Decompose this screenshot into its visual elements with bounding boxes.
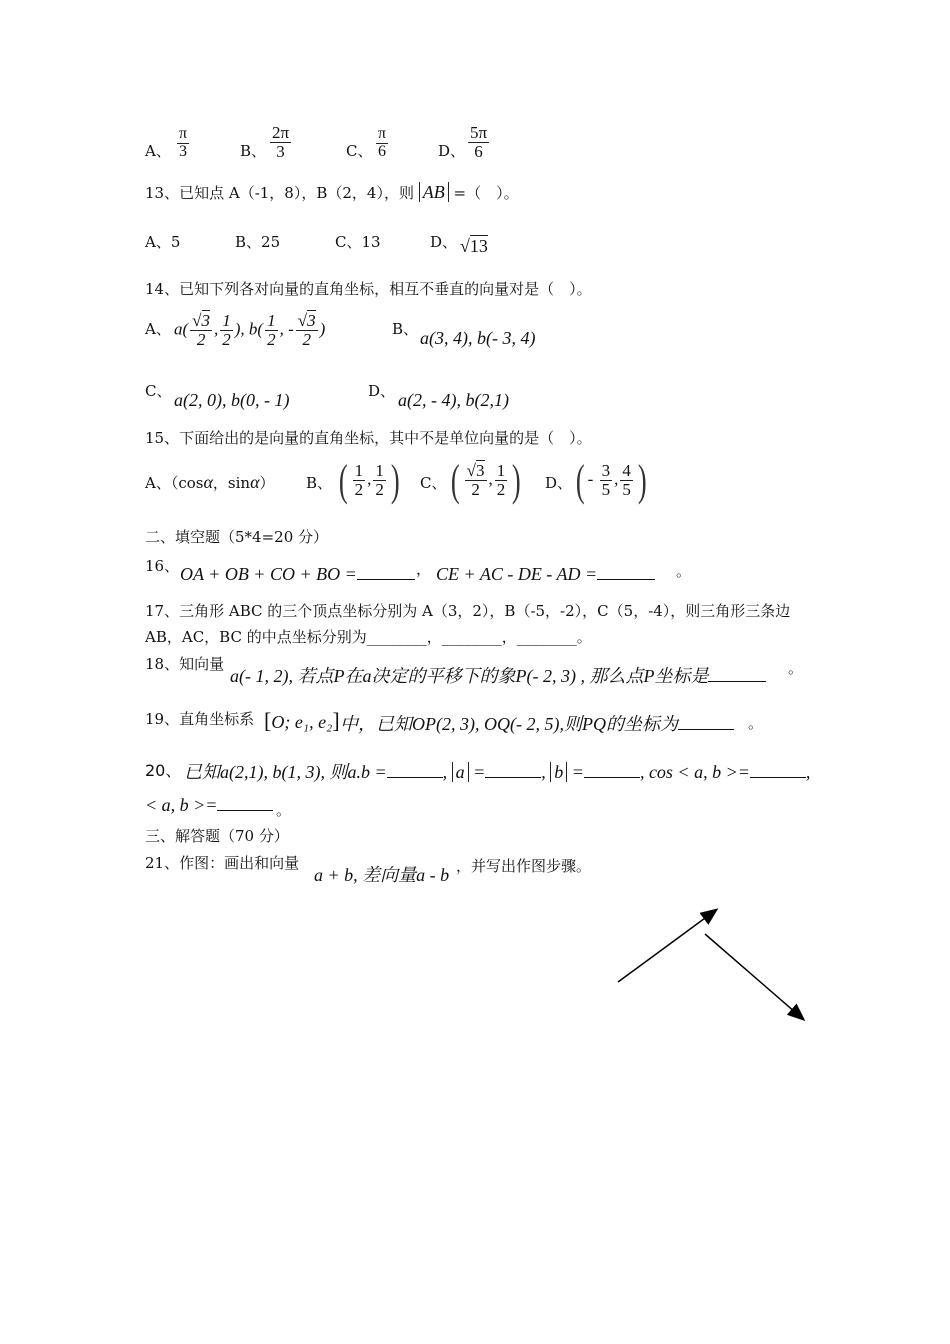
q17-line-2: AB，AC，BC 的中点坐标分别为________，________，________。	[145, 628, 592, 646]
q12-option-b-label: B、	[240, 142, 267, 160]
q20-end: 。	[276, 801, 292, 819]
q21-label: 21、作图：画出和向量	[145, 854, 300, 872]
q14-option-b-label: B、	[392, 320, 419, 338]
q19-end: 。	[748, 714, 764, 732]
q16-expr-1: OA + OB + CO + BO =	[180, 564, 415, 585]
q20-line-2: < a, b >=	[145, 795, 273, 816]
q13-stem: 13、已知点 A（-1，8），B（2，4），则 AB =（ ）。	[145, 182, 519, 202]
q15-option-b-label: B、	[306, 474, 333, 492]
q12-option-a-label: A、	[145, 142, 171, 160]
vector-a-arrow	[618, 910, 716, 982]
section-2-heading: 二、填空题（5*4=20 分）	[145, 528, 329, 546]
q14-option-a-label: A、	[145, 320, 171, 338]
q16-expr-2: CE + AC - DE - AD =	[436, 564, 655, 585]
q14-stem: 14、已知下列各对向量的直角坐标，相互不垂直的向量对是（ ）。	[145, 280, 592, 298]
q21-expr: a + b, 差向量a - b	[314, 865, 450, 885]
q15-option-c-label: C、	[420, 474, 447, 492]
q12-option-d-label: D、	[438, 142, 466, 160]
q12-option-b-fraction: $\frac{2\pi}{3}$	[272, 123, 290, 161]
q19-basis: [O; e₁, e₂]	[264, 708, 340, 733]
q18-label: 18、知向量	[145, 655, 225, 673]
q14-option-c-expr: a(2, 0), b(0, - 1)	[174, 390, 290, 410]
q12-option-d-fraction: $\frac{5\pi}{6}$	[470, 123, 488, 161]
q18-end: 。	[788, 659, 804, 677]
q17-line-1: 17、三角形 ABC 的三个顶点坐标分别为 A（3，2），B（-5，-2），C（5，-4），则三角形三条边	[145, 602, 791, 620]
q12-option-c-fraction: $\frac{\pi}{6}$	[378, 125, 387, 160]
q16-end: 。	[676, 562, 692, 580]
q18-expr: a(- 1, 2), 若点P在a决定的平移下的象P(- 2, 3) , 那么点P坐标是	[230, 662, 766, 688]
q14-option-b-expr: a(3, 4), b(- 3, 4)	[420, 328, 536, 348]
q15-option-d-expr: ( - $\frac{3}{5}$ , $\frac{4}{5}$ )	[575, 456, 647, 505]
q14-option-d-expr: a(2, - 4), b(2,1)	[398, 390, 509, 410]
q13-option-d-label: D、	[430, 233, 458, 251]
q15-option-b-expr: ( $\frac{1}{2}$ , $\frac{1}{2}$ )	[338, 456, 400, 505]
q19-label: 19、直角坐标系	[145, 710, 255, 728]
q15-option-c-expr: ( $\frac{√3}{2}$ , $\frac{1}{2}$ )	[450, 456, 521, 505]
q13-option-d-sqrt: √13	[460, 236, 488, 256]
q13-option-c: C、13	[335, 233, 381, 251]
vector-b-arrow	[705, 934, 803, 1019]
q14-option-a-expr: a( $\frac{√3}{2}$ , $\frac{1}{2}$ ), b( $\frac{1}{2}$ , - $\frac{√3}{2}$ )	[174, 311, 326, 349]
q13-option-b: B、25	[235, 233, 281, 251]
q19-expr: 中，已知OP(2, 3), OQ(- 2, 5),则PQ的坐标为	[340, 710, 734, 736]
q15-option-a: A、（cosα，sinα）	[145, 472, 275, 492]
q14-option-d-label: D、	[368, 382, 396, 400]
q13-option-a: A、5	[145, 233, 181, 251]
q16-separator: ，	[416, 560, 432, 578]
section-3-heading: 三、解答题（70 分）	[145, 827, 289, 845]
q16-label: 16、	[145, 557, 180, 575]
q20-label: 20、	[145, 761, 182, 780]
q15-option-d-label: D、	[545, 474, 573, 492]
q14-option-c-label: C、	[145, 382, 172, 400]
q12-option-c-label: C、	[346, 142, 373, 160]
q21-tail: ，并写出作图步骤。	[456, 857, 592, 875]
q15-stem: 15、下面给出的是向量的直角坐标，其中不是单位向量的是（ ）。	[145, 429, 592, 447]
q12-option-a-fraction: $\frac{\pi}{3}$	[179, 125, 188, 160]
q20-expr: 已知a(2,1), b(1, 3), 则a.b = , a = , b = , cos < a, b >= ,	[184, 762, 811, 782]
